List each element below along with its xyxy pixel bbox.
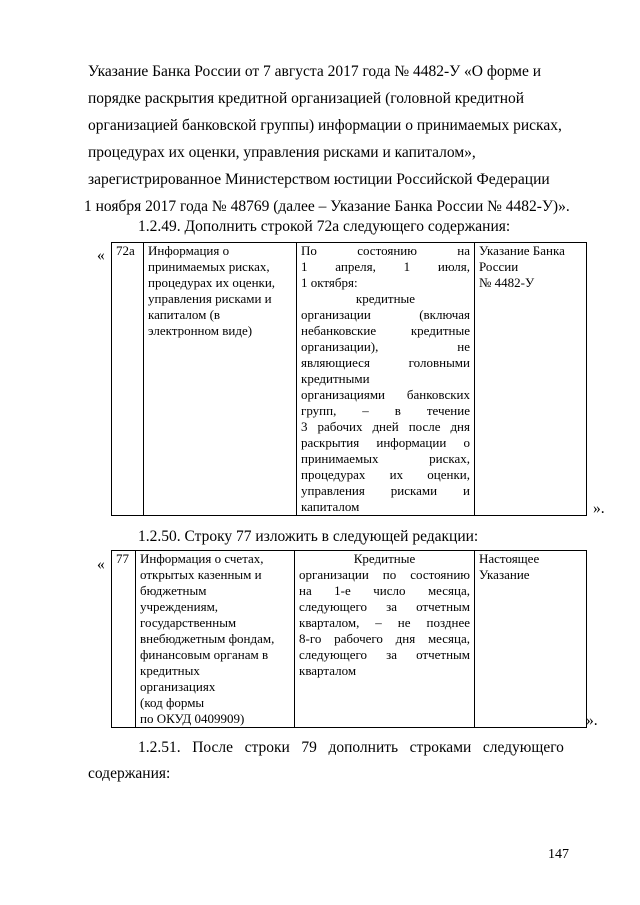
cell-text-line: принимаемых рисках, xyxy=(148,259,270,274)
cell-text-line: кредитных xyxy=(140,663,200,678)
open-quote: « xyxy=(97,247,105,264)
row-72a-table xyxy=(111,242,587,516)
cell-text-line: групп, – в течение xyxy=(301,403,470,418)
reference-cell xyxy=(475,243,587,516)
cell-text-line: следующего за отчетным xyxy=(299,647,470,662)
deadline-cell xyxy=(297,243,475,516)
cell-text-line: процедурах их оценки, xyxy=(148,275,276,290)
cell-text-line: государственным xyxy=(140,615,237,630)
cell-text-line: капиталом (в xyxy=(148,307,221,322)
cell-text-line: № 4482-У xyxy=(479,275,535,290)
cell-text-line: процедурах их оценки, xyxy=(301,467,470,482)
cell-text-line: (код формы xyxy=(140,695,205,710)
paragraph-word: следующего xyxy=(482,739,564,756)
intro-line: Указание Банка России от 7 августа 2017 года № 4482-У «О форме и xyxy=(88,63,542,80)
cell-text-line: являющиеся головными xyxy=(301,355,470,370)
cell-text-line: на 1-е число месяца, xyxy=(299,583,470,598)
row-77-table xyxy=(111,550,587,728)
row-number: 77 xyxy=(116,551,129,566)
deadline-cell xyxy=(295,551,475,728)
paragraph-word: строками xyxy=(409,739,472,756)
cell-text-line: кредитными xyxy=(301,371,370,386)
cell-text-line: внебюджетным фондам, xyxy=(140,631,275,646)
cell-text-line: организациях xyxy=(140,679,216,694)
table-row xyxy=(112,551,587,728)
close-quote: ». xyxy=(586,712,598,729)
cell-text-line: 1 апреля, 1 июля, xyxy=(301,259,470,274)
cell-text-line: организациями банковских xyxy=(301,387,470,402)
cell-text-line: Указание Банка xyxy=(479,243,565,258)
paragraph-word: После xyxy=(192,739,234,756)
cell-text-line: 1 октября: xyxy=(301,275,358,290)
cell-text-line: организации), не xyxy=(301,339,470,354)
page-number: 147 xyxy=(548,847,569,862)
cell-text-line: Информация о xyxy=(148,243,230,258)
intro-line: процедурах их оценки, управления рисками и капиталом», xyxy=(88,144,476,161)
cell-text-line: финансовым органам в xyxy=(140,647,269,662)
cell-text-line: электронном виде) xyxy=(148,323,253,338)
open-quote: « xyxy=(97,556,105,573)
row-number-cell xyxy=(112,551,136,728)
cell-text-line: открытых казенным и xyxy=(140,567,262,582)
cell-text-line: кредитные xyxy=(355,291,416,306)
cell-text-line: Информация о счетах, xyxy=(140,551,264,566)
cell-text-line: бюджетным xyxy=(140,583,207,598)
intro-paragraph xyxy=(84,58,570,220)
info-name-cell xyxy=(136,551,295,728)
cell-text-line: следующего за отчетным xyxy=(299,599,470,614)
cell-text-line: учреждениям, xyxy=(140,599,219,614)
cell-text-line: Кредитные xyxy=(353,551,416,566)
paragraph-word: дополнить xyxy=(328,739,399,756)
paragraph-1-2-50: 1.2.50. Строку 77 изложить в следующей редакции: xyxy=(138,528,479,545)
cell-text-line: организации по состоянию xyxy=(299,567,470,582)
cell-text-line: 8-го рабочего дня месяца, xyxy=(299,631,470,646)
info-name-cell xyxy=(144,243,297,516)
intro-line: порядке раскрытия кредитной организацией (головной кредитной xyxy=(88,90,525,107)
cell-text-line: по ОКУД 0409909) xyxy=(140,711,245,726)
cell-text-line: раскрытия информации о xyxy=(301,435,470,450)
cell-text-line: 3 рабочих дней после дня xyxy=(301,419,470,434)
cell-text-line: небанковские кредитные xyxy=(301,323,470,338)
cell-text-line: организации (включая xyxy=(301,307,470,322)
cell-text-line: капиталом xyxy=(301,499,360,514)
row-number-cell xyxy=(112,243,144,516)
paragraph-1-2-51-continuation: содержания: xyxy=(88,765,171,782)
paragraph-word: 1.2.51. xyxy=(138,739,181,756)
close-quote: ». xyxy=(593,500,605,517)
table-row xyxy=(112,243,587,516)
cell-text-line: управления рисками и xyxy=(301,483,470,498)
cell-text-line: кварталом, – не позднее xyxy=(299,615,470,630)
cell-text-line: управления рисками и xyxy=(148,291,272,306)
cell-text-line: принимаемых рисках, xyxy=(301,451,470,466)
reference-cell xyxy=(475,551,587,728)
intro-line: 1 ноября 2017 года № 48769 (далее – Указание Банка России № 4482-У)». xyxy=(84,198,570,215)
paragraph-word: 79 xyxy=(301,739,317,756)
cell-text-line: Указание xyxy=(479,567,530,582)
row-number: 72а xyxy=(116,243,135,258)
intro-line: зарегистрированное Министерством юстиции Российской Федерации xyxy=(88,171,550,188)
intro-line: организацией банковской группы) информации о принимаемых рисках, xyxy=(88,117,562,134)
paragraph-word: строки xyxy=(244,739,290,756)
cell-text-line: России xyxy=(479,259,519,274)
cell-text-line: Настоящее xyxy=(479,551,540,566)
paragraph-1-2-51 xyxy=(88,738,564,758)
paragraph-1-2-49: 1.2.49. Дополнить строкой 72а следующего содержания: xyxy=(138,218,511,235)
cell-text-line: кварталом xyxy=(299,663,357,678)
cell-text-line: По состоянию на xyxy=(301,243,470,258)
